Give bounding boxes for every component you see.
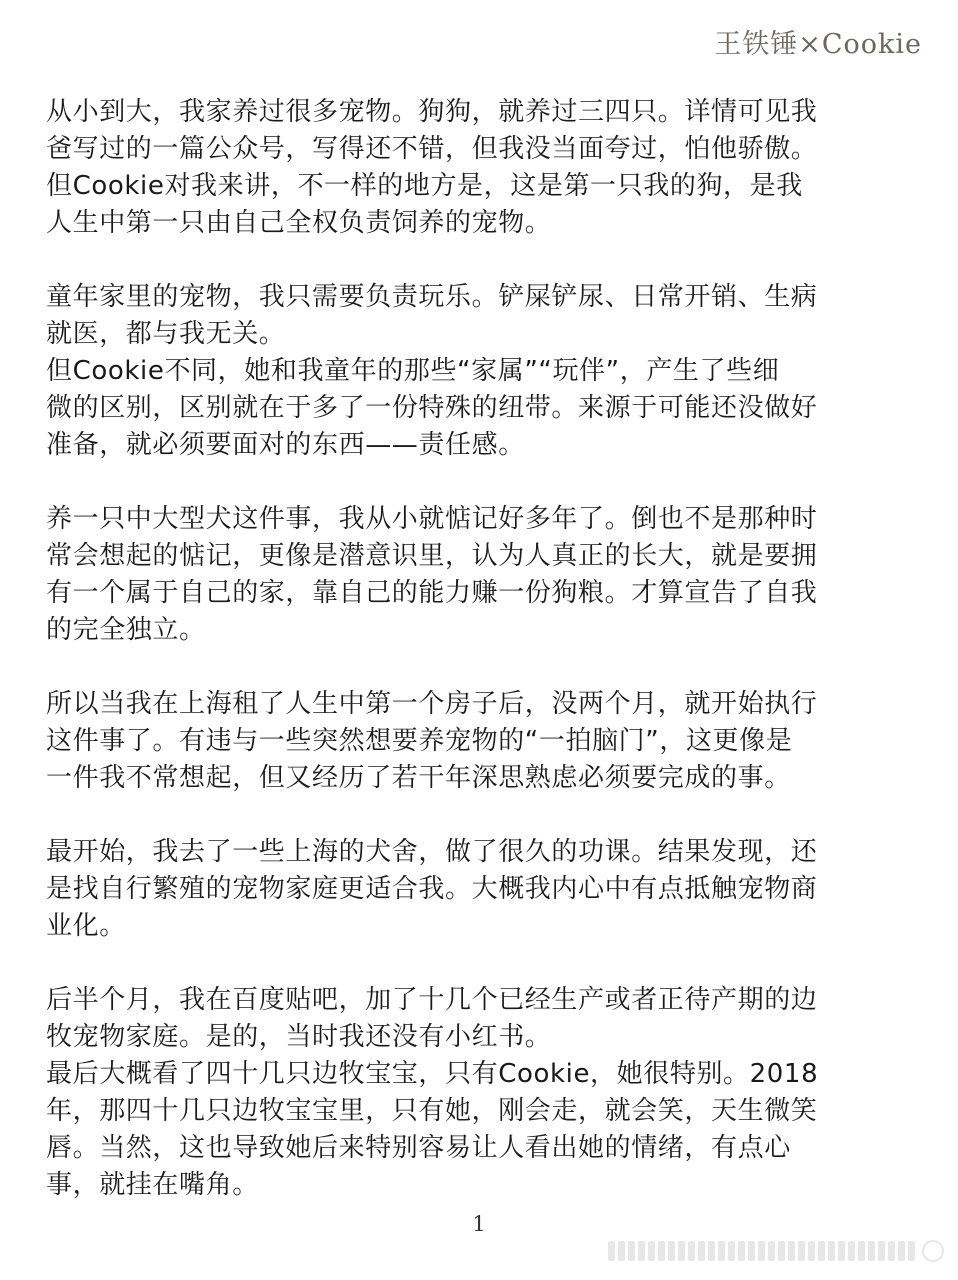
paragraph-6 [46, 982, 924, 1204]
watermark-logo-icon [922, 1240, 944, 1262]
text-line: 唇。当然，这也导致她后来特别容易让人看出她的情绪，有点心 [46, 1133, 791, 1163]
text-line: 有一个属于自己的家，靠自己的能力赚一份狗粮。才算宣告了自我 [46, 578, 818, 608]
text-line: 常会想起的惦记，更像是潜意识里，认为人真正的长大，就是要拥 [46, 541, 818, 571]
text-line: 年，那四十几只边牧宝宝里，只有她，刚会走，就会笑，天生微笑 [46, 1096, 818, 1126]
header-credit: 王铁锤×Cookie [714, 29, 922, 60]
paragraph-2 [46, 279, 924, 464]
text-line: 但Cookie对我来讲，不一样的地方是，这是第一只我的狗，是我 [46, 171, 803, 201]
paragraph-1 [46, 94, 924, 242]
article-body [46, 94, 924, 1241]
text-line: 童年家里的宠物，我只需要负责玩乐。铲屎铲尿、日常开销、生病 [46, 282, 818, 312]
text-line: 所以当我在上海租了人生中第一个房子后，没两个月，就开始执行 [46, 689, 818, 719]
text-line: 爸写过的一篇公众号，写得还不错，但我没当面夸过，怕他骄傲。 [46, 134, 818, 164]
text-line: 是找自行繁殖的宠物家庭更适合我。大概我内心中有点抵触宠物商 [46, 874, 818, 904]
paragraph-3 [46, 501, 924, 649]
text-line: 准备，就必须要面对的东西——责任感。 [46, 430, 525, 460]
text-line: 微的区别，区别就在于多了一份特殊的纽带。来源于可能还没做好 [46, 393, 818, 423]
paragraph-5 [46, 834, 924, 945]
text-line: 就医，都与我无关。 [46, 319, 286, 349]
text-line: 养一只中大型犬这件事，我从小就惦记好多年了。倒也不是那种时 [46, 504, 818, 534]
text-line: 这件事了。有违与一些突然想要养宠物的“一拍脑门”，这更像是 [46, 726, 793, 756]
text-line: 后半个月，我在百度贴吧，加了十几个已经生产或者正待产期的边 [46, 985, 818, 1015]
text-line: 一件我不常想起，但又经历了若干年深思熟虑必须要完成的事。 [46, 763, 791, 793]
text-line: 最开始，我去了一些上海的犬舍，做了很久的功课。结果发现，还 [46, 837, 818, 867]
text-line: 事，就挂在嘴角。 [46, 1170, 259, 1200]
text-line: 从小到大，我家养过很多宠物。狗狗，就养过三四只。详情可见我 [46, 97, 818, 127]
text-line: 业化。 [46, 911, 126, 941]
text-line: 牧宠物家庭。是的，当时我还没有小红书。 [46, 1022, 552, 1052]
page-number: 1 [472, 1212, 486, 1236]
text-line: 但Cookie不同，她和我童年的那些“家属”“玩伴”，产生了些细 [46, 356, 780, 386]
paragraph-4 [46, 686, 924, 797]
watermark [604, 1236, 944, 1266]
text-line: 人生中第一只由自己全权负责饲养的宠物。 [46, 208, 552, 238]
text-line: 最后大概看了四十几只边牧宝宝，只有Cookie，她很特别。2018 [46, 1059, 819, 1089]
text-line: 的完全独立。 [46, 615, 206, 645]
